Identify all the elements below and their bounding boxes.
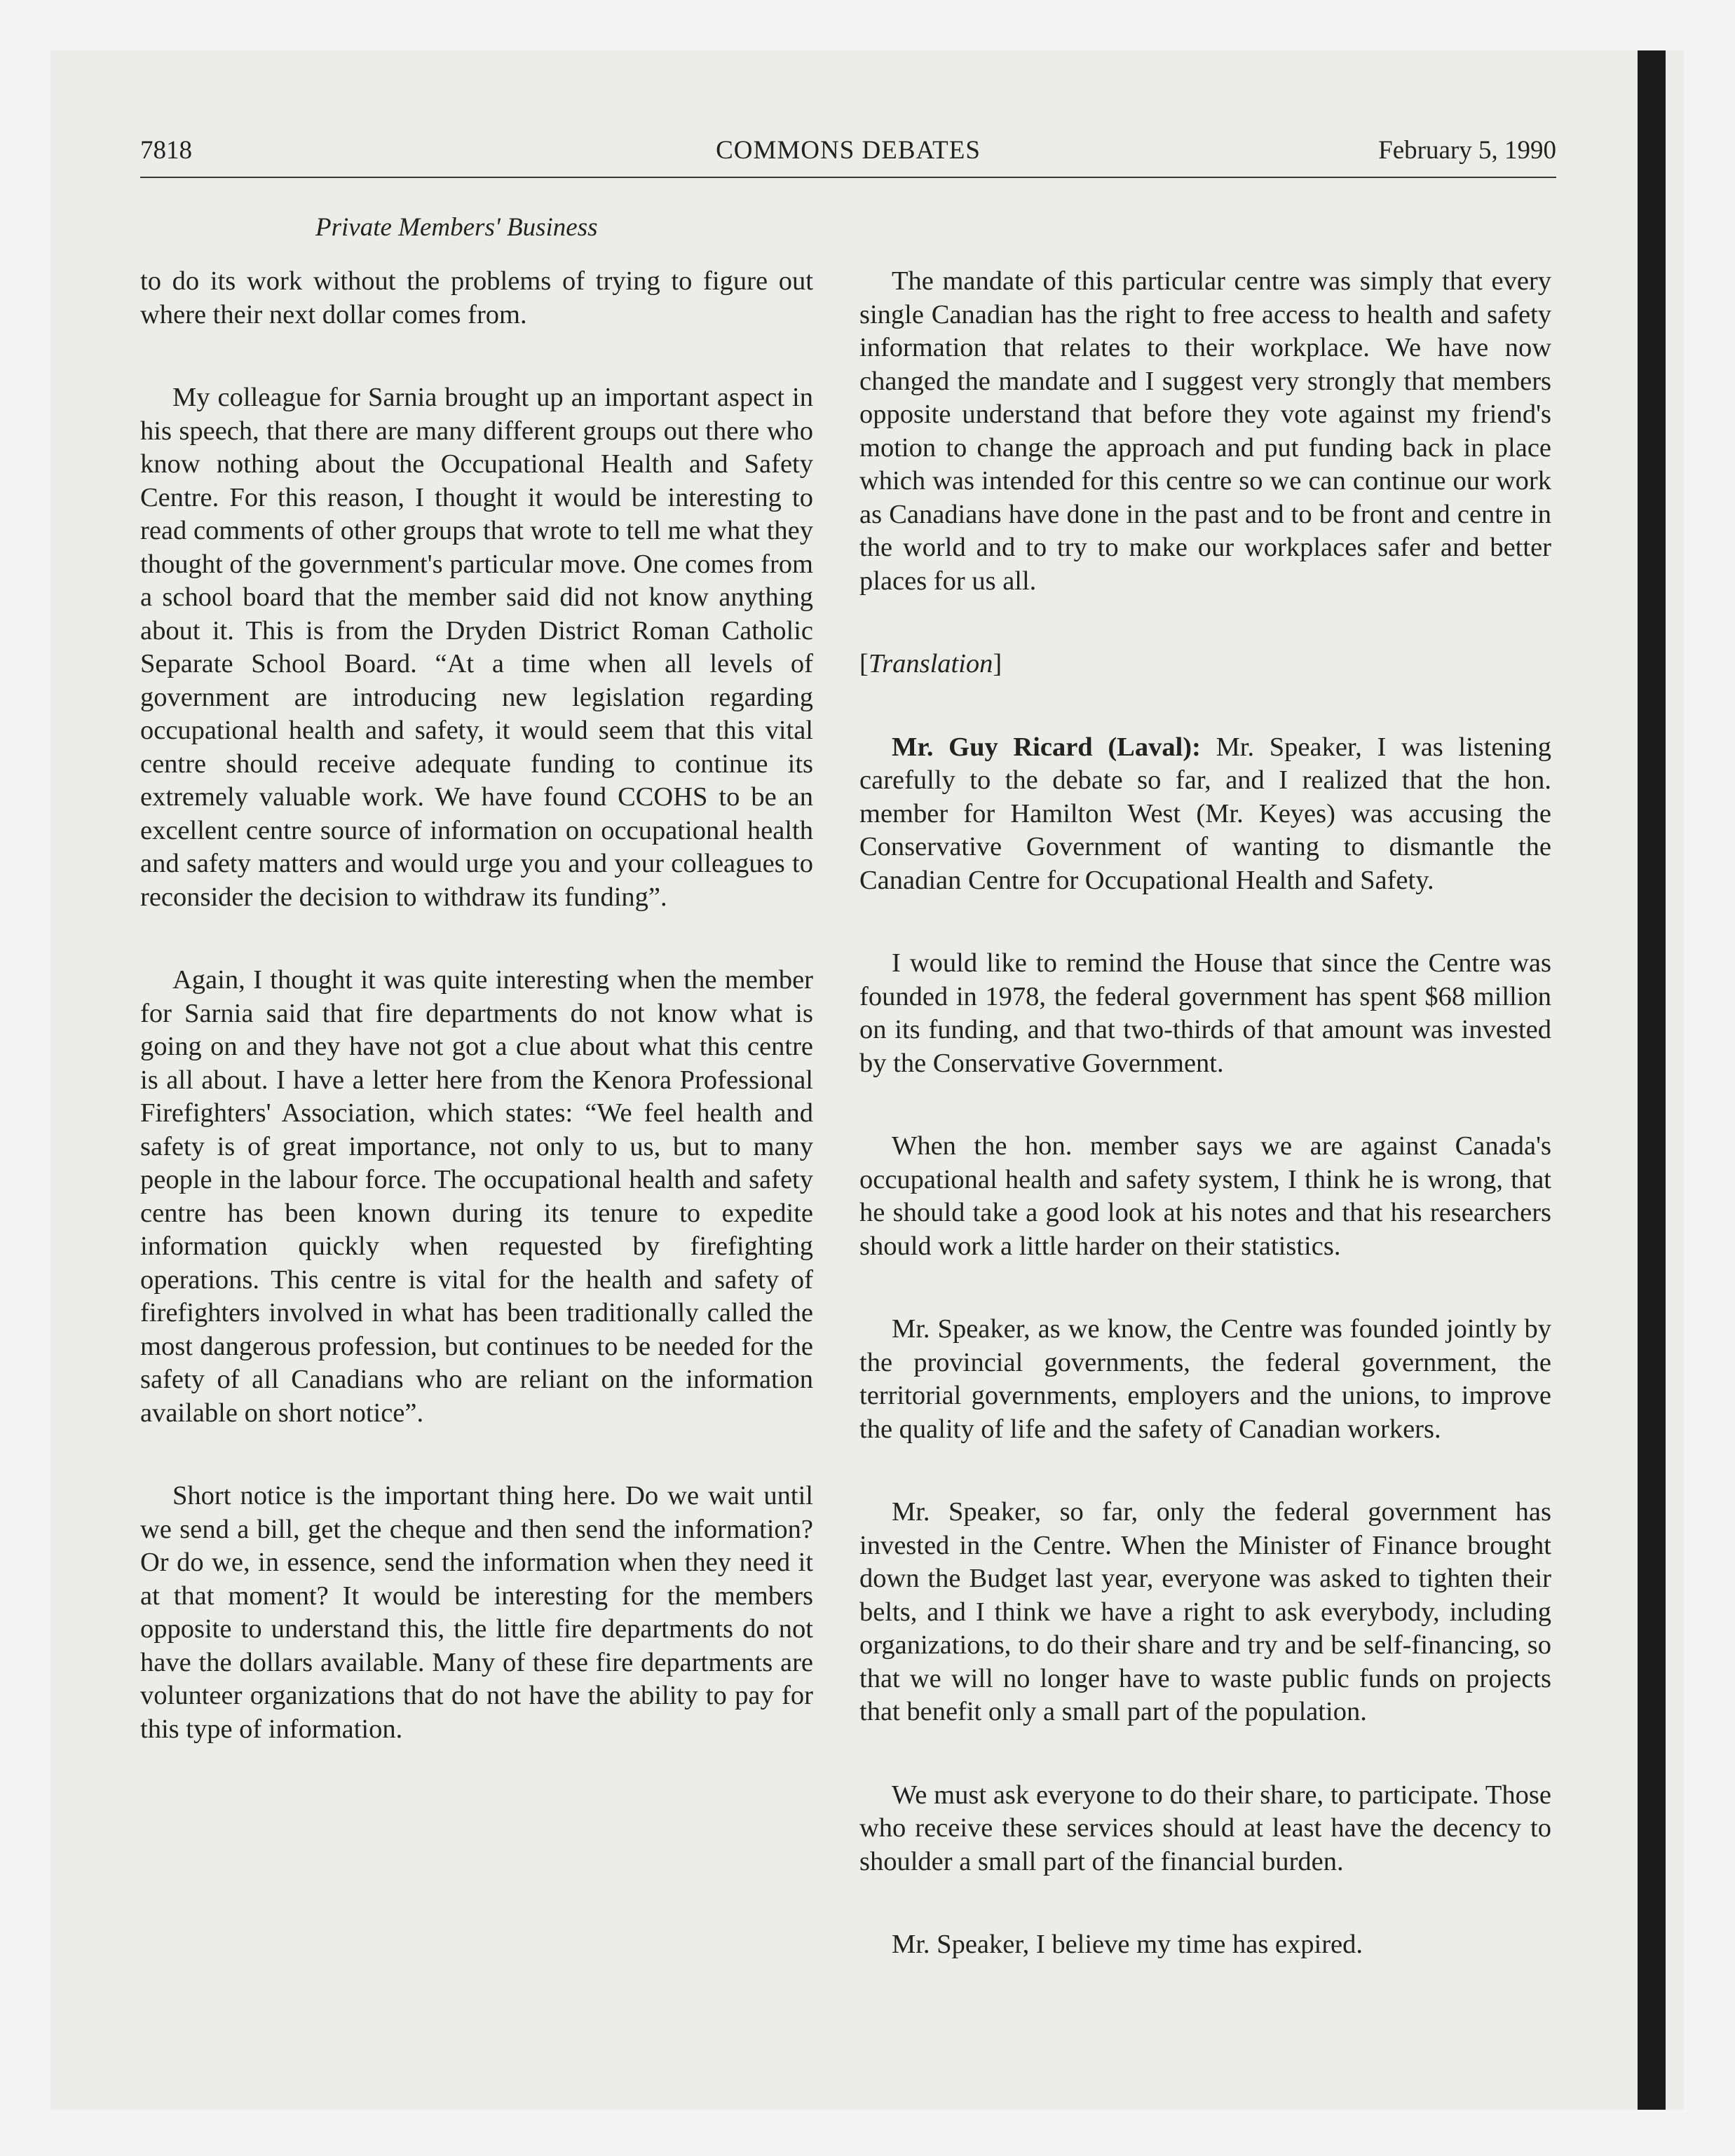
publication-date: February 5, 1990 [1378, 136, 1556, 165]
translation-marker: [Translation] [859, 649, 1002, 678]
paragraph: to do its work without the problems of trying to figure out where their next dollar comes from. [140, 266, 813, 329]
speech-paragraph [859, 731, 1551, 898]
paragraph: The mandate of this particular centre was simply that every single Canadian has the right to free access to health and safety information that relates to their workplace. We have now changed the mandate and I suggest very strongly that members opposite understand that before they vote against my friend's motion to change the approach and put funding back in place which was intended for this centre so we can continue our work as Canadians have done in the past and to be front and centre in the world and to try to make our workplaces safer and better places for us all. [859, 266, 1551, 596]
paragraph: Mr. Speaker, I believe my time has expired. [892, 1930, 1363, 1959]
header-rule [140, 177, 1556, 178]
binding-edge [1638, 50, 1666, 2110]
translation-label: Translation [868, 649, 993, 678]
paragraph: Again, I thought it was quite interesting when the member for Sarnia said that fire departments do not know what is going on and they have not got a clue about what this centre is all about. I have a letter here from the Kenora Professional Firefighters' Association, which states: “We feel health and safety is of great importance, not only to us, but to many people in the labour force. The occupational health and safety centre has been known during its tenure to expedite information quickly when requested by firefighting operations. This centre is vital for the health and safety of firefighters involved in what has been traditionally called the most dangerous profession, but continues to be needed for the safety of all Canadians who are reliant on the information available on short notice”. [140, 965, 813, 1428]
left-column [140, 265, 813, 1796]
page-number: 7818 [140, 136, 192, 165]
paragraph: We must ask everyone to do their share, to participate. Those who receive these services should at least have the decency to shoulder a small part of the financial burden. [859, 1780, 1551, 1876]
publication-title: COMMONS DEBATES [716, 136, 981, 165]
paragraph: Short notice is the important thing here. Do we wait until we send a bill, get the cheque and then send the information? Or do we, in essence, send the information when they need it at that moment? It would be interesting for the members opposite to understand this, the little fire departments do not have the dollars available. Many of these fire departments are volunteer organizations that do not have the ability to pay for this type of information. [140, 1481, 813, 1744]
paragraph: My colleague for Sarnia brought up an important aspect in his speech, that there are many different groups out there who know nothing about the Occupational Health and Safety Centre. For this reason, I thought it would be interesting to read comments of other groups that wrote to tell me what they thought of the government's particular move. One comes from a school board that the member said did not know anything about it. This is from the Dryden District Roman Catholic Separate School Board. “At a time when all levels of government are introducing new legislation regarding occupational health and safety, it would seem that this vital centre should receive adequate funding to continue its extremely valuable work. We have found CCOHS to be an excellent centre source of information on occupational health and safety matters and would urge you and your colleagues to reconsider the decision to withdraw its funding”. [140, 383, 813, 912]
paragraph: When the hon. member says we are against Canada's occupational health and safety system, I think he is wrong, that he should take a good look at his notes and that his researchers should work a little harder on their statistics. [859, 1131, 1551, 1261]
paragraph: I would like to remind the House that since the Centre was founded in 1978, the federal government has spent $68 million on its funding, and that two-thirds of that amount was invested by the Conservative Government. [859, 948, 1551, 1078]
speaker-name: Mr. Guy Ricard (Laval): [892, 732, 1201, 762]
speech-text: Mr. Speaker, I was listening carefully to the debate so far, and I realized that the hon. member for Hamilton West (Mr. Keyes) was accusing the Conservative Government of wanting to dismantle the Canadian Centre for Occupational Health and Safety. [859, 732, 1551, 895]
page-header [140, 133, 1556, 175]
right-column [859, 265, 1551, 2012]
paragraph: Mr. Speaker, as we know, the Centre was founded jointly by the provincial governments, the federal government, the territorial governments, employers and the unions, to improve the quality of life and the safety of Canadian workers. [859, 1314, 1551, 1444]
paragraph: Mr. Speaker, so far, only the federal government has invested in the Centre. When the Minister of Finance brought down the Budget last year, everyone was asked to tighten their belts, and I think we have a right to ask everybody, including organizations, to do their share and try and be self-financing, so that we will no longer have to waste public funds on projects that benefit only a small part of the population. [859, 1497, 1551, 1726]
section-title: Private Members' Business [315, 213, 598, 242]
